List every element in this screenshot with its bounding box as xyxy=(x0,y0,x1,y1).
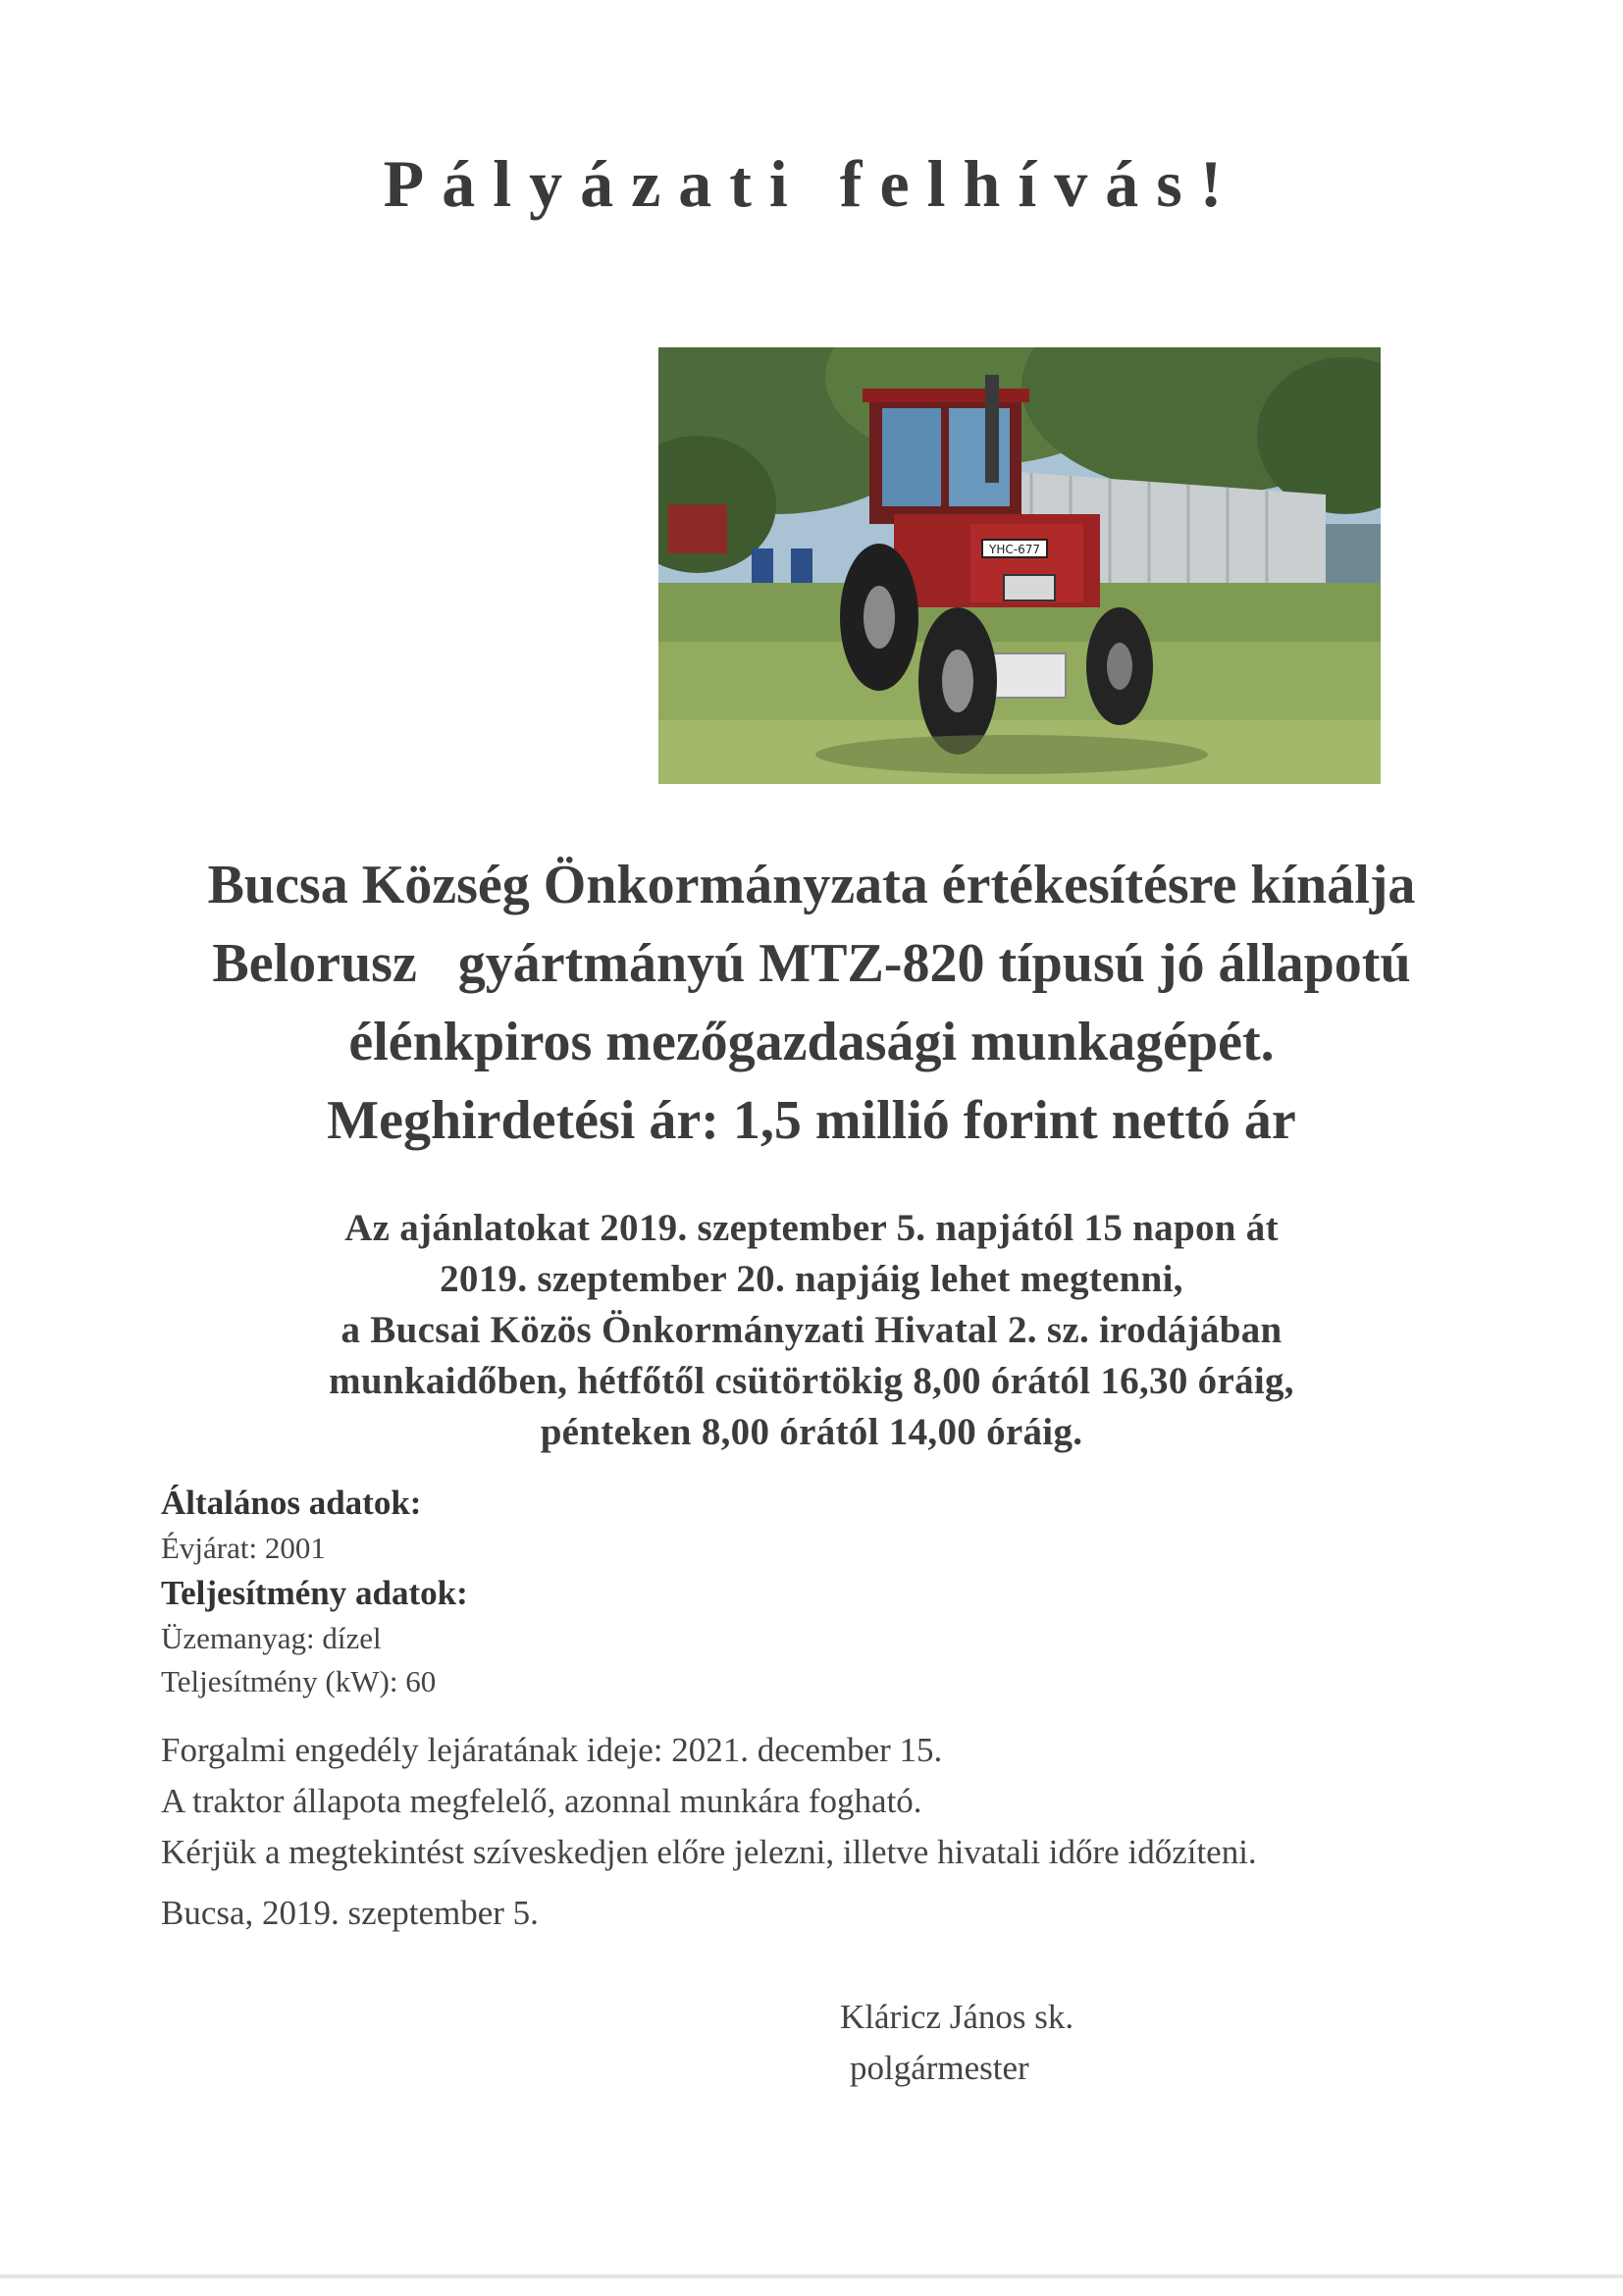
offer-line: a Bucsai Közös Önkormányzati Hivatal 2. sz. irodájában xyxy=(340,1309,1283,1351)
price-line: Meghirdetési ár: 1,5 millió forint nettó ár xyxy=(327,1090,1296,1151)
power-value: Teljesítmény (kW): 60 xyxy=(161,1664,437,1698)
page-title: Pályázati felhívás! xyxy=(383,146,1240,221)
headline-line: élénkpiros mezőgazdasági munkagépét. xyxy=(348,1012,1275,1072)
specs-section xyxy=(161,1480,1044,1703)
offer-details xyxy=(0,1203,1623,1458)
headline-line: Belorusz gyártmányú MTZ-820 típusú jó állapotú xyxy=(212,933,1411,994)
offer-line: Az ajánlatokat 2019. szeptember 5. napjától 15 napon át xyxy=(344,1207,1279,1249)
tractor-photo xyxy=(658,347,1381,784)
scan-edge-divider xyxy=(0,2274,1623,2278)
notes-section xyxy=(161,1725,1437,1878)
headline-line: Bucsa Község Önkormányzata értékesítésre kínálja xyxy=(207,855,1416,915)
year-value: Évjárat: 2001 xyxy=(161,1531,326,1565)
general-data-heading: Általános adatok: xyxy=(161,1484,422,1522)
note-line: A traktor állapota megfelelő, azonnal munkára fogható. xyxy=(161,1782,922,1820)
offer-line: pénteken 8,00 órától 14,00 óráig. xyxy=(540,1411,1083,1453)
signer-name: Kláricz János sk. xyxy=(840,1998,1074,2036)
offer-line: 2019. szeptember 20. napjáig lehet megtenni, xyxy=(440,1258,1183,1300)
signature-block xyxy=(840,1992,1073,2094)
note-line: Forgalmi engedély lejáratának ideje: 2021. december 15. xyxy=(161,1731,943,1769)
plate-number: YHC-677 xyxy=(989,543,1040,556)
fuel-value: Üzemanyag: dízel xyxy=(161,1621,382,1655)
headline xyxy=(0,846,1623,1160)
performance-data-heading: Teljesítmény adatok: xyxy=(161,1574,468,1612)
note-line: Kérjük a megtekintést szíveskedjen előre jelezni, illetve hivatali időre időzíteni. xyxy=(161,1833,1257,1871)
tractor-illustration xyxy=(658,347,1381,784)
offer-line: munkaidőben, hétfőtől csütörtökig 8,00 órától 16,30 óráig, xyxy=(329,1360,1294,1402)
dateline: Bucsa, 2019. szeptember 5. xyxy=(161,1894,539,1932)
signer-role: polgármester xyxy=(850,2049,1029,2087)
